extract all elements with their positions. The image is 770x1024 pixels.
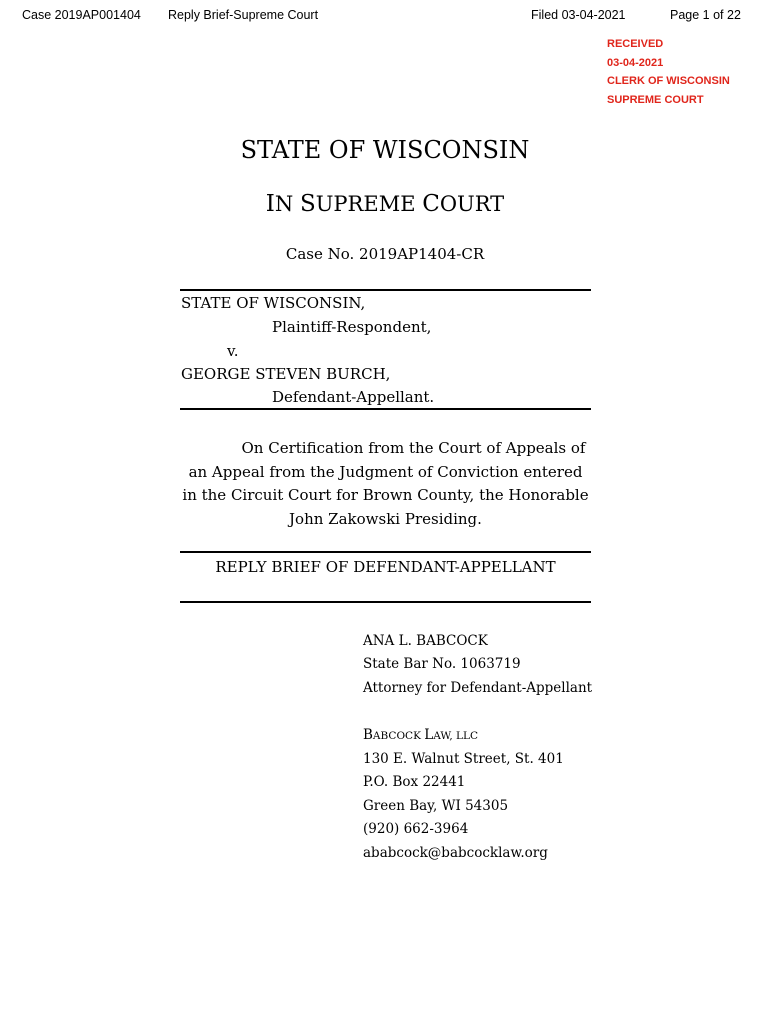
firm-street: 130 E. Walnut Street, St. 401 [363,751,564,768]
court-word-in: N [274,192,300,216]
document-title: STATE OF WISCONSIN [240,136,530,164]
header-document-type: Reply Brief-Supreme Court [168,8,319,22]
attorney-bar-number: State Bar No. 1063719 [363,656,521,673]
court-word-supreme: UPREME [315,192,423,216]
attorney-role: Attorney for Defendant-Appellant [363,679,593,696]
received-stamp [607,35,730,110]
firm-po-box: P.O. Box 22441 [363,774,466,791]
stamp-line-court: SUPREME COURT [607,94,704,107]
certification-paragraph [180,437,591,532]
header-page-number: Page 1 of 22 [670,8,741,22]
address-spacer [363,700,592,723]
firm-word-babcock: ABCOCK [372,729,425,742]
court-letter-c: C [422,191,440,217]
divider-top [180,289,591,291]
plaintiff-role: Plaintiff-Respondent, [272,318,432,336]
stamp-line-clerk: CLERK OF WISCONSIN [607,75,730,88]
court-letter-i: I [265,191,275,217]
firm-letter-b: B [363,726,373,743]
defendant-role: Defendant-Appellant. [272,388,435,406]
firm-phone: (920) 662-3964 [363,821,469,838]
certification-line-1: On Certification from the Court of Appeals of [241,439,586,457]
divider-brief-top [180,551,591,553]
court-letter-s: S [299,191,316,217]
certification-line-2: an Appeal from the Judgment of Conviction entered [188,462,583,481]
attorney-block [363,630,592,865]
firm-name [363,724,592,748]
divider-brief-bottom [180,601,591,603]
attorney-name: ANA L. BABCOCK [363,633,488,649]
stamp-line-date: 03-04-2021 [607,56,664,69]
court-name [0,191,770,217]
case-number: Case No. 2019AP1404-CR [285,245,485,263]
firm-word-law: AW [433,729,450,742]
divider-parties-bottom [180,408,591,410]
firm-city: Green Bay, WI 54305 [363,797,509,814]
stamp-line-received: RECEIVED [607,38,664,50]
plaintiff-name: STATE OF WISCONSIN, [181,294,366,312]
header-filed-date: Filed 03-04-2021 [531,8,626,22]
certification-line-3: in the Circuit Court for Brown County, the Honorable [182,486,589,505]
firm-letter-l: L [424,726,434,743]
court-word-court: OURT [439,192,505,216]
firm-suffix-llc: , LLC [449,729,479,742]
defendant-name: GEORGE STEVEN BURCH, [181,365,391,383]
certification-line-4: John Zakowski Presiding. [289,510,482,529]
brief-title: REPLY BRIEF OF DEFENDANT-APPELLANT [215,558,556,576]
versus: v. [227,342,239,360]
header-case-number: Case 2019AP001404 [22,8,141,22]
firm-email: ababcock@babcocklaw.org [363,844,548,861]
